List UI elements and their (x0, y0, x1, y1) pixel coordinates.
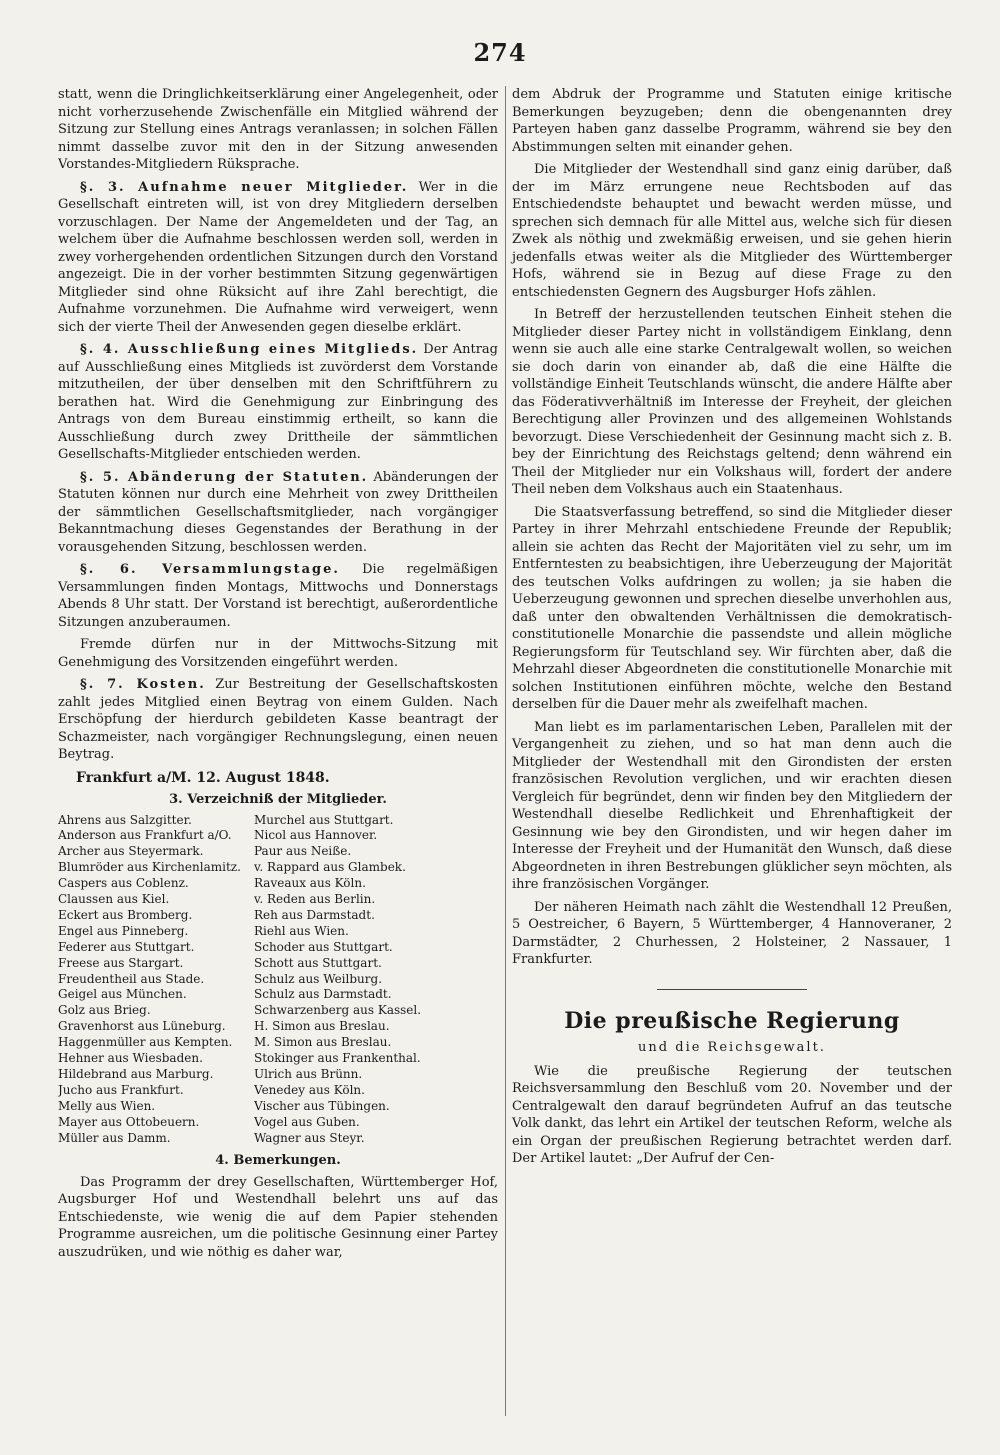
section-text: Die regelmäßigen Versammlungen finden Montags, Mittwochs und Donnerstags Abends 8 Uhr statt. Der Vorstand ist berechtigt, außerordentliche Sitzungen anzuberaumen. (58, 562, 498, 630)
member-entry: Golz aus Brieg. (58, 1003, 151, 1018)
member-entry: Vischer aus Tübingen. (254, 1098, 390, 1113)
paragraph: statt, wenn die Dringlichkeitserklärung einer Angelegenheit, oder nicht vorherzusehende Zwischenfälle ein Mitglied während der Sitzung zur Stellung eines Antrags veranlassen; in solchen Fällen nimmt dasselbe zuvor mit den in der Sitzung anwesenden Vorstandes-Mitgliedern Rüksprache. (58, 87, 498, 172)
member-entry: Hildebrand aus Marburg. (58, 1067, 214, 1081)
member-entry: Raveaux aus Köln. (254, 876, 366, 891)
member-entry: Paur aus Neiße. (254, 844, 352, 859)
member-entry: Federer aus Stuttgart. (58, 939, 195, 954)
section-text: Der Antrag auf Ausschließung eines Mitglieds ist zuvörderst dem Vorstande mitzutheilen, der über denselben mit den Schriftführern zu berathen hat. Wird die Genehmigung zur Einbringung des Antrags von dem Bureau einstimmig ertheilt, so kann die Ausschließung durch zwey Drittheile der sämmtlichen Gesellschafts-Mitglieder entschieden werden. (58, 342, 498, 462)
right-column (512, 86, 952, 1173)
member-entry: Mayer aus Ottobeuern. (58, 1114, 200, 1129)
member-entry: Ahrens aus Salzgitter. (58, 812, 192, 827)
member-entry: Freese aus Stargart. (58, 955, 184, 970)
member-entry: Jucho aus Frankfurt. (58, 1082, 184, 1097)
member-entry: Nicol aus Hannover. (254, 828, 378, 843)
member-entry: Melly aus Wien. (58, 1098, 156, 1113)
section-6 (58, 561, 498, 631)
article-headline: Die preußische Regierung (564, 1007, 900, 1034)
column-divider (505, 86, 506, 1416)
page-number: 274 (473, 38, 527, 67)
paragraph: Man liebt es im parlamentarischen Leben, Parallelen mit der Vergangenheit zu ziehen, und so hat man denn auch die Mitglieder der Westendhall mit den Girondisten der ersten französischen Revolution verglichen, und wir erachten diesen Vergleich für begründet, denn wir finden bey den Mitgliedern der Westendhall dieselbe Redlichkeit und Ehrenhaftigkeit der Gesinnung wie bey den Girondisten, und wir hegen daher im Interesse der Freyheit und der Humanität den Wunsch, daß diese Abgeordneten in ihren Bestrebungen glüklicher seyn möchten, als ihre französischen Vorgänger. (512, 719, 952, 892)
paragraph: Der näheren Heimath nach zählt die Westendhall 12 Preußen, 5 Oestreicher, 6 Bayern, 5 Württemberger, 4 Hannoveraner, 2 Darmstädter, 2 Churhessen, 2 Holsteiner, 2 Nassauer, 1 Frankfurter. (512, 899, 952, 967)
member-entry: Venedey aus Köln. (254, 1082, 365, 1097)
member-entry: Schwarzenberg aus Kassel. (254, 1003, 422, 1018)
section-heading: §. 4. Ausschließung eines Mitglieds. (80, 342, 419, 357)
left-column (58, 86, 498, 1266)
member-entry: Engel aus Pinneberg. (58, 923, 189, 938)
member-entry: v. Rappard aus Glambek. (254, 860, 406, 875)
member-entry: Stokinger aus Frankenthal. (254, 1051, 421, 1066)
member-entry: M. Simon aus Breslau. (254, 1035, 392, 1050)
member-entry: Schoder aus Stuttgart. (254, 939, 393, 954)
section-heading: §. 5. Abänderung der Statuten. (80, 469, 369, 485)
member-entry: Anderson aus Frankfurt a/O. (58, 828, 232, 843)
section-7 (58, 676, 498, 764)
section-3 (58, 179, 498, 337)
member-entry: Freudentheil aus Stade. (58, 971, 205, 986)
member-entry: Riehl aus Wien. (254, 923, 349, 938)
section-5 (58, 469, 498, 557)
remarks-heading: 4. Bemerkungen. (215, 1152, 341, 1168)
member-entry: Hehner aus Wiesbaden. (58, 1051, 203, 1066)
member-entry: Wagner aus Steyr. (254, 1130, 365, 1145)
section-heading: §. 6. Versammlungstage. (80, 562, 340, 577)
member-entry: Müller aus Damm. (58, 1130, 171, 1145)
member-entry: Murchel aus Stuttgart. (254, 812, 394, 827)
paragraph: Wie die preußische Regierung der teutschen Reichsversammlung den Beschluß vom 20. November und der Centralgewalt den darauf begründeten Aufruf an das teutsche Volk dankt, das lehrt ein Artikel der teutschen Reform, welche als ein Organ der preußischen Regierung betrachtet werden darf. Der Artikel lautet: „Der Aufruf der Cen- (512, 1063, 952, 1166)
section-heading: §. 3. Aufnahme neuer Mitglieder. (80, 179, 409, 195)
member-entry: Archer aus Steyermark. (58, 844, 204, 859)
section-text: Zur Bestreitung der Gesellschaftskosten zahlt jedes Mitglied einen Beytrag von einem Gulden. Nach Erschöpfung der hierdurch gebildeten Kasse beantragt der Schazmeister, nach vorgängiger Rechnungslegung, einen neuen Beytrag. (58, 677, 498, 762)
section-4 (58, 341, 498, 464)
member-entry: Reh aus Darmstadt. (254, 907, 375, 922)
paragraph: Fremde dürfen nur in der Mittwochs-Sitzung mit Genehmigung des Vorsitzenden eingeführt werden. (58, 637, 498, 670)
member-entry: Eckert aus Bromberg. (58, 907, 193, 922)
paragraph: Das Programm der drey Gesellschaften, Württemberger Hof, Augsburger Hof und Westendhall belehrt uns auf das Entschiedenste, wie wenig die auf dem Papier stehenden Programme ausreichen, um die politische Gesinnung einer Partey auszudrüken, und wie nöthig es daher war, (58, 1174, 498, 1260)
member-entry: Ulrich aus Brünn. (254, 1067, 363, 1081)
member-entry: Schott aus Stuttgart. (254, 955, 382, 970)
section-rule (657, 989, 807, 990)
member-entry: Schulz aus Darmstadt. (254, 987, 392, 1002)
article-subheadline: und die Reichsgewalt. (638, 1039, 826, 1055)
member-entry: Schulz aus Weilburg. (254, 971, 383, 986)
member-entry: Vogel aus Guben. (254, 1114, 360, 1129)
paragraph: In Betreff der herzustellenden teutschen Einheit stehen die Mitglieder dieser Partey nicht in vollständigem Einklang, denn wenn sie auch alle eine starke Centralgewalt wollen, so weichen sie doch darin von einander ab, daß die eine Hälfte die vollständige Einheit Teutschlands wünscht, die andere Hälfte aber das Föderativverhältniß im Interesse der Freyheit, der gleichen Berechtigung aller Provinzen und des allgemeinen Wohlstands bevorzugt. Diese Verschiedenheit der Gesinnung macht sich z. B. bey der Einrichtung des Reichstags geltend; denn während ein Theil der Mitglieder nur ein Volkshaus will, fordert der andere Theil neben dem Volkshaus auch ein Staatenhaus. (512, 307, 952, 497)
paragraph: Die Staatsverfassung betreffend, so sind die Mitglieder dieser Partey in ihrer Mehrzahl entschiedene Freunde der Republik; allein sie achten das Recht der Majoritäten viel zu sehr, um im Entferntesten zu beabsichtigen, ihre Ueberzeugung der Majorität des teutschen Volks aufdringen zu wollen; ja sie haben die Ueberzeugung gewonnen und sprechen dieselbe unverhohlen aus, daß unter den obwaltenden Verhältnissen die demokratisch-constitutionelle Monarchie die passendste und allein mögliche Regierungsform für Teutschland sey. Wir fürchten aber, daß die Mehrzahl dieser Abgeordneten die constitutionelle Monarchie mit solchen Institutionen einführen möchte, welche den Bestand derselben für die Dauer mehr als zweifelhaft machen. (512, 504, 952, 712)
member-entry: Haggenmüller aus Kempten. (58, 1035, 233, 1050)
member-entry: v. Reden aus Berlin. (254, 892, 376, 907)
paragraph: Die Mitglieder der Westendhall sind ganz einig darüber, daß der im März errungene neue Rechtsboden auf das Entschiedendste behauptet und bewacht werden müsse, und sprechen sich demnach für alle Mittel aus, welche sich für diesen Zwek als nöthig und zwekmäßig erweisen, und sie gehen hierin jedenfalls etwas weiter als die Mitglieder des Württemberger Hofs, während sie in Bezug auf diese Frage zu den entschiedensten Gegnern des Augsburger Hofs zählen. (512, 162, 952, 300)
members-heading: 3. Verzeichniß der Mitglieder. (169, 791, 387, 807)
member-entry: H. Simon aus Breslau. (254, 1019, 390, 1034)
section-text: Abänderungen der Statuten können nur durch eine Mehrheit von zwey Drittheilen der sämmtlichen Gesellschaftsmitglieder, nach vorgängiger Bekanntmachung dieses Gegenstandes der Berathung in der vorausgehenden Sitzung, beschlossen werden. (58, 469, 498, 555)
member-entry: Geigel aus München. (58, 987, 187, 1002)
member-entry: Caspers aus Coblenz. (58, 876, 189, 891)
member-list (58, 813, 498, 1147)
member-entry: Blumröder aus Kirchenlamitz. (58, 860, 241, 875)
member-entry: Gravenhorst aus Lüneburg. (58, 1019, 226, 1034)
section-heading: §. 7. Kosten. (80, 677, 206, 692)
date-line: Frankfurt a/M. 12. August 1848. (76, 769, 330, 786)
section-text: Wer in die Gesellschaft eintreten will, ist von drey Mitgliedern derselben vorzuschlagen. Der Name der Angemeldeten und der Tag, an welchem über die Aufnahme beschlossen werden soll, werden in zwey vorhergehenden ordentlichen Sitzungen durch den Vorstand angezeigt. Die in der vorher bestimmten Sitzung gegenwärtigen Mitglieder sind ohne Rüksicht auf ihre Zahl berechtigt, die Aufnahme vorzunehmen. Die Aufnahme wird verweigert, wenn sich der vierte Theil der Anwesenden gegen dieselbe erklärt. (58, 179, 498, 335)
paragraph: dem Abdruk der Programme und Statuten einige kritische Bemerkungen beyzugeben; denn die obengenannten drey Parteyen haben ganz dasselbe Programm, während sie bey den Abstimmungen selten mit einander gehen. (512, 87, 952, 155)
member-entry: Claussen aus Kiel. (58, 892, 170, 907)
